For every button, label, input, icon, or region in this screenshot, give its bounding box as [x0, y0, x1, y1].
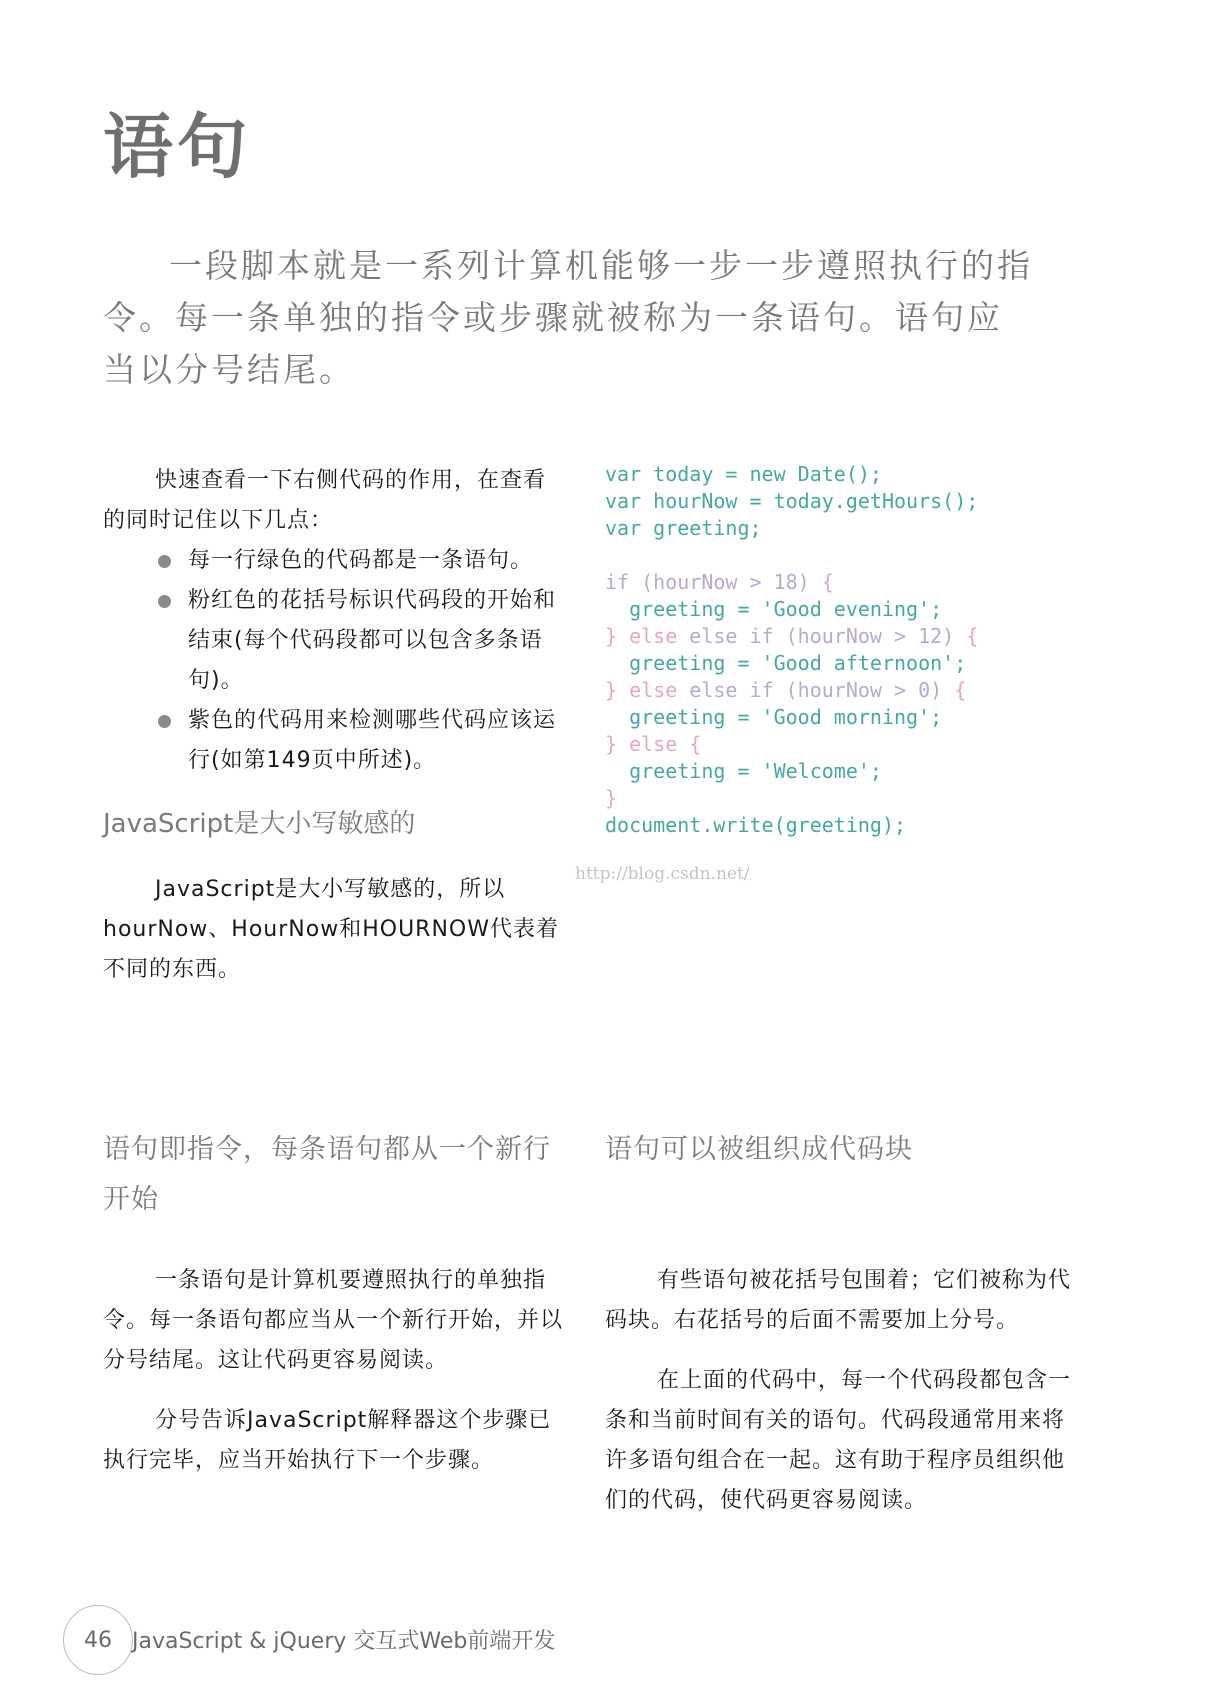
intro-paragraph: 一段脚本就是一系列计算机能够一步一步遵照执行的指令。每一条单独的指令或步骤就被称为一条语句。语句应当以分号结尾。 — [103, 246, 1033, 389]
left-bottom-column — [103, 1125, 565, 1481]
page-title: 语句 — [103, 106, 251, 188]
left-top-column — [103, 461, 565, 990]
bullet-icon — [158, 595, 171, 608]
bullet-icon — [158, 715, 171, 728]
code-blocks-heading: 语句可以被组织成代码块 — [605, 1134, 913, 1165]
case-sensitive-paragraph: JavaScript是大小写敏感的，所以hourNow、HourNow和HOURNOW代表着不同的东西。 — [103, 877, 559, 983]
statements-paragraph-1: 一条语句是计算机要遵照执行的单独指令。每一条语句都应当从一个新行开始，并以分号结尾。这让代码更容易阅读。 — [103, 1268, 564, 1373]
bullet-icon — [158, 555, 171, 568]
code-blocks-paragraph-1: 有些语句被花括号包围着；它们被称为代码块。右花括号的后面不需要加上分号。 — [605, 1268, 1072, 1333]
book-title: JavaScript & jQuery 交互式Web前端开发 — [132, 1629, 556, 1654]
list-item: 粉红色的花括号标识代码段的开始和结束(每个代码段都可以包含多条语句)。 — [103, 581, 565, 701]
list-item: 紫色的代码用来检测哪些代码应该运行(如第149页中所述)。 — [103, 701, 565, 781]
code-sample: var today = new Date(); var hourNow = today.getHours(); var greeting; if (hourNow > 18) { greeting = 'Good evening'; } else else if (hourNow > 12) { greeting = 'Good afternoon'; } else else if (hourNow > 0) { greeting = 'Good morning'; } else { greeting = 'Welcome'; } document.write(greeting); — [605, 462, 979, 837]
right-bottom-column — [605, 1125, 1075, 1521]
statements-paragraph-2: 分号告诉JavaScript解释器这个步骤已执行完毕，应当开始执行下一个步骤。 — [103, 1408, 552, 1473]
statements-heading: 语句即指令，每条语句都从一个新行开始 — [103, 1134, 551, 1215]
list-item: 每一行绿色的代码都是一条语句。 — [103, 541, 565, 581]
page-number: 46 — [63, 1605, 133, 1675]
watermark: http://blog.csdn.net/ — [575, 864, 750, 884]
lead-paragraph: 快速查看一下右侧代码的作用，在查看的同时记住以下几点： — [103, 468, 547, 533]
code-blocks-paragraph-2: 在上面的代码中，每一个代码段都包含一条和当前时间有关的语句。代码段通常用来将许多语句组合在一起。这有助于程序员组织他们的代码，使代码更容易阅读。 — [605, 1368, 1072, 1513]
case-sensitive-heading: JavaScript是大小写敏感的 — [103, 809, 416, 839]
bullet-list — [103, 541, 565, 781]
